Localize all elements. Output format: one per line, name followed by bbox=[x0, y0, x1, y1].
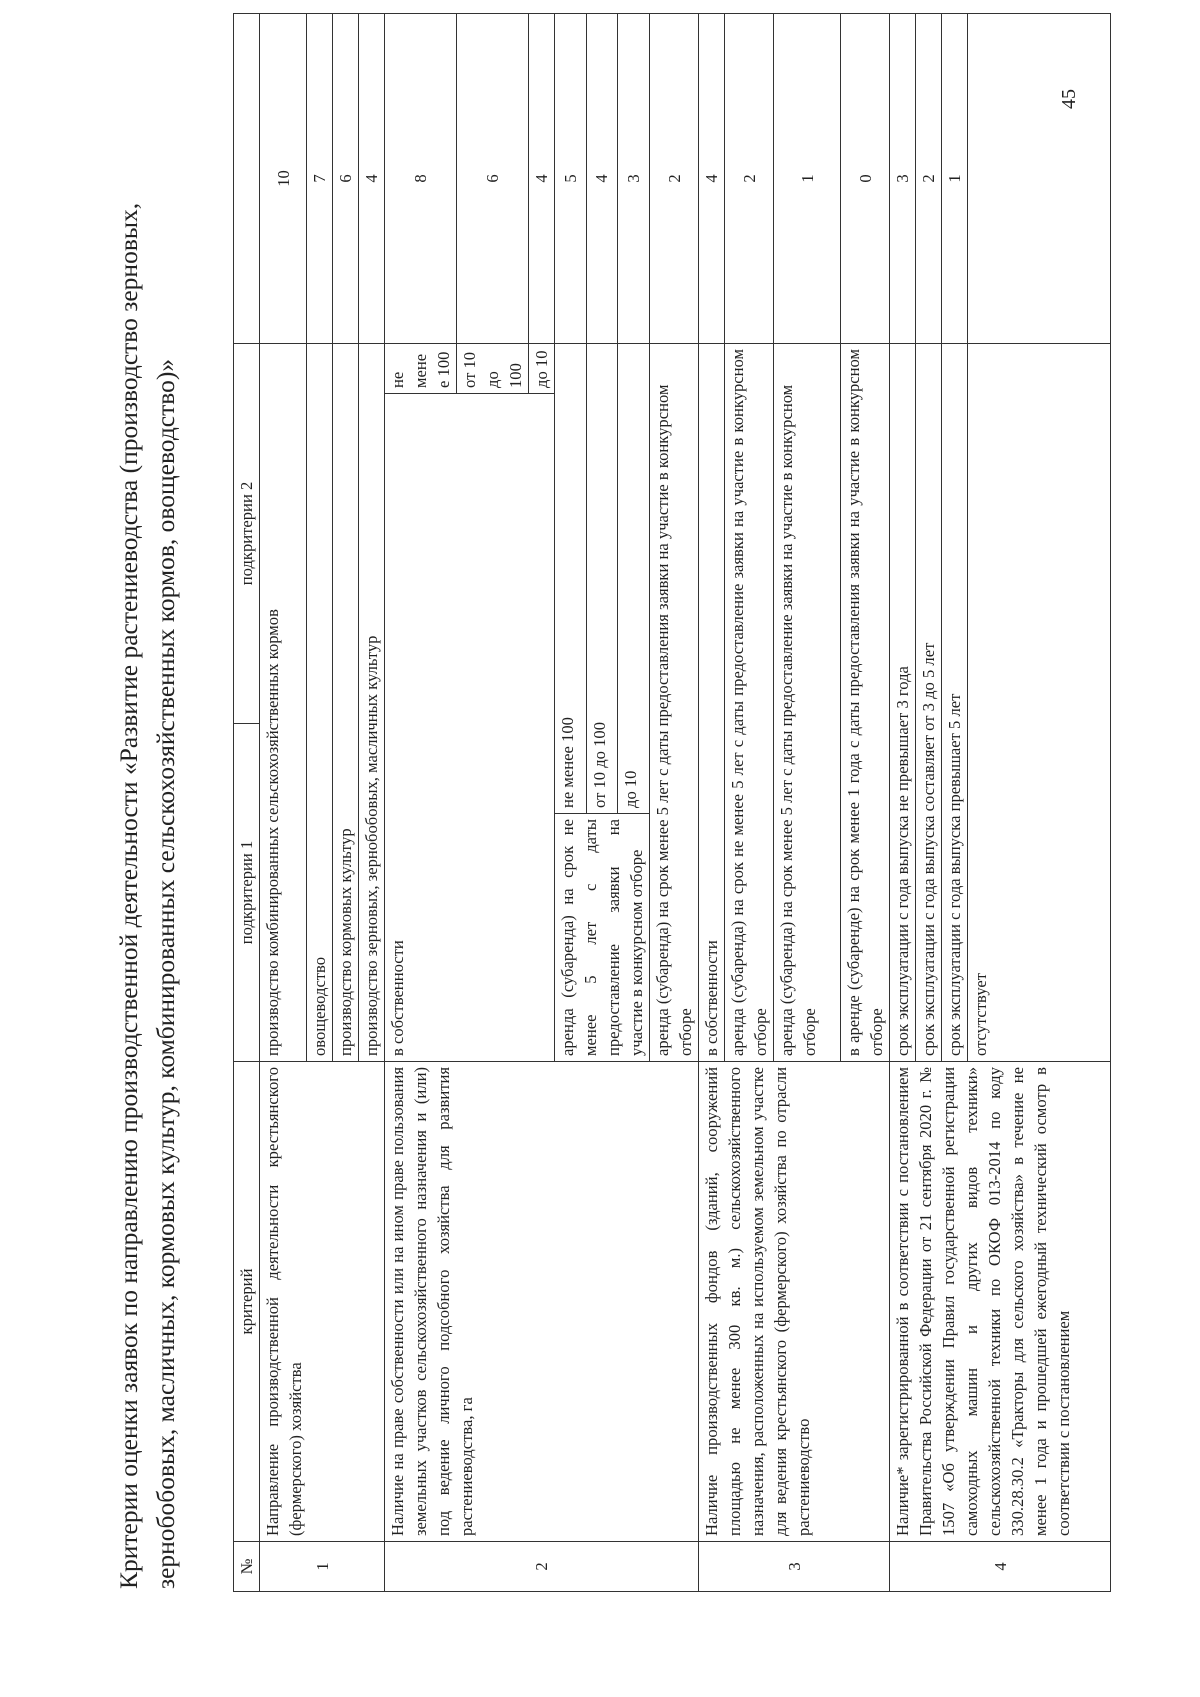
row-number: 4 bbox=[890, 1542, 1111, 1592]
table-row bbox=[699, 13, 725, 1591]
subcriterion-2-cell: от 10 до 100 bbox=[586, 343, 618, 813]
subcriterion-2-cell: не менее 100 bbox=[555, 343, 587, 813]
subcriterion-cell: аренда (субаренда) на срок не менее 5 лет с даты предоставление заявки на участие в конкурсном отборе bbox=[725, 343, 774, 1061]
points-cell bbox=[968, 13, 1111, 343]
points-cell: 10 bbox=[260, 13, 307, 343]
points-cell: 6 bbox=[333, 13, 359, 343]
page-number: 45 bbox=[1058, 89, 1080, 109]
table-row bbox=[890, 13, 916, 1591]
document-title: Критерии оценки заявок по направлению производственной деятельности «Развитие растениеводства (производство зерновых, зернобобовых, масличных, кормовых культур, комбинированных сельскохозяйственных кормов, овощеводство)» bbox=[114, 202, 180, 1589]
subcriterion-cell: производство комбинированных сельскохозяйственных кормов bbox=[260, 343, 307, 1061]
points-cell: 4 bbox=[699, 13, 725, 343]
subcriterion-cell: в собственности bbox=[699, 343, 725, 1061]
points-cell: 4 bbox=[529, 13, 555, 343]
table-header-row bbox=[234, 13, 260, 1591]
subcriterion-2-cell: от 10 до 100 bbox=[457, 343, 529, 393]
points-cell: 4 bbox=[586, 13, 618, 343]
points-cell: 6 bbox=[457, 13, 529, 343]
subcriterion-cell: срок эксплуатации с года выпуска не превышает 3 года bbox=[890, 343, 916, 1061]
subcriterion-cell: срок эксплуатации с года выпуска составляет от 3 до 5 лет bbox=[916, 343, 942, 1061]
points-cell: 5 bbox=[555, 13, 587, 343]
points-cell: 7 bbox=[307, 13, 333, 343]
table-row bbox=[260, 13, 307, 1591]
points-cell: 2 bbox=[725, 13, 774, 343]
criterion-cell: Направление производственной деятельности крестьянского (фермерского) хозяйства bbox=[260, 1062, 385, 1542]
subcriterion-2-cell: не менее 100 bbox=[385, 343, 457, 393]
subcriterion-2-cell: до 10 bbox=[618, 343, 650, 813]
subcriterion-cell: отсутствует bbox=[968, 343, 1111, 1061]
subcriterion-2-cell: до 10 bbox=[529, 343, 555, 393]
points-cell: 4 bbox=[359, 13, 385, 343]
points-cell: 1 bbox=[774, 13, 841, 343]
points-cell: 8 bbox=[385, 13, 457, 343]
criterion-cell: Наличие на праве собственности или на ином праве пользования земельных участков сельскохозяйственного назначения и (или) под ведение личного подсобного хозяйства для развития растениеводства, га bbox=[385, 1062, 699, 1542]
points-cell: 0 bbox=[841, 13, 890, 343]
header-criterion: критерий bbox=[234, 1062, 260, 1542]
subcriterion-cell: срок эксплуатации с года выпуска превышает 5 лет bbox=[942, 343, 968, 1061]
points-cell: 2 bbox=[916, 13, 942, 343]
points-cell: 3 bbox=[618, 13, 650, 343]
header-subcriteria-1: подкритерии 1 bbox=[234, 723, 260, 1061]
criterion-cell: Наличие производственных фондов (зданий, сооружений площадью не менее 300 кв. м.) сельскохозяйственного назначения, расположенных на используемом земельном участке для ведения крестьянского (фермерского) хозяйства по отрасли растениеводство bbox=[699, 1062, 890, 1542]
row-number: 2 bbox=[385, 1542, 699, 1592]
subcriterion-cell: производство кормовых культур bbox=[333, 343, 359, 1061]
subcriterion-cell: аренда (субаренда) на срок не менее 5 лет с даты предоставление заявки на участие в конкурсном отборе bbox=[555, 814, 650, 1062]
subcriterion-cell: производство зерновых, зернобобовых, масличных культур bbox=[359, 343, 385, 1061]
criteria-table bbox=[233, 13, 1111, 1592]
subcriterion-cell: аренда (субаренда) на срок менее 5 лет с даты предоставление заявки на участие в конкурсном отборе bbox=[774, 343, 841, 1061]
row-number: 1 bbox=[260, 1542, 385, 1592]
points-cell: 1 bbox=[942, 13, 968, 343]
table-row bbox=[385, 13, 457, 1591]
points-cell: 2 bbox=[650, 13, 699, 343]
subcriterion-cell: в собственности bbox=[385, 393, 555, 1061]
header-points bbox=[234, 13, 260, 343]
subcriterion-cell: аренда (субаренда) на срок менее 5 лет с даты предоставления заявки на участие в конкурсном отборе bbox=[650, 343, 699, 1061]
criterion-cell: Наличие* зарегистрированной в соответствии с постановлением Правительства Российской Федерации от 21 сентября 2020 г. № 1507 «Об утверждении Правил государственной регистрации самоходных машин и других видов техники» сельскохозяйственной техники по ОКОФ 013-2014 по коду 330.28.30.2 «Тракторы для сельского хозяйства» в течение не менее 1 года и прошедшей ежегодный технический осмотр в соответствии с постановлением bbox=[890, 1062, 1111, 1542]
header-subcriteria-2: подкритерии 2 bbox=[234, 343, 260, 723]
subcriterion-cell: в аренде (субаренде) на срок менее 1 года с даты предоставления заявки на участие в конкурсном отборе bbox=[841, 343, 890, 1061]
points-cell: 3 bbox=[890, 13, 916, 343]
row-number: 3 bbox=[699, 1542, 890, 1592]
header-num: № bbox=[234, 1542, 260, 1592]
subcriterion-cell: овощеводство bbox=[307, 343, 333, 1061]
